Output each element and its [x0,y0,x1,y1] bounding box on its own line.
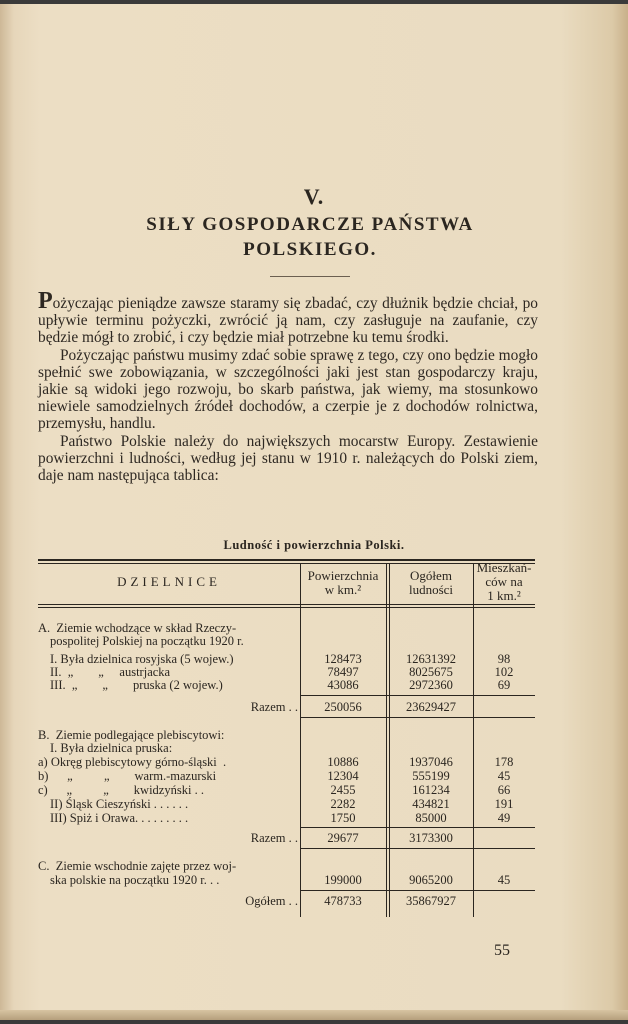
table-row-a3-area: 43086 [327,678,359,692]
page-bottom-edge [0,1010,628,1020]
body-text [38,288,538,485]
table-row-b5-population: 85000 [415,811,447,825]
header-area-line-1: Powierzchnia [307,568,379,583]
section-a-total-label: Razem . . [250,700,298,714]
paragraph-2: Pożyczając państwu musimy zdać sobie sprawę z tego, czy ono będzie mogło spełnić swe zobowiązania, w szczególności jaki jest stan gospodarczy kraju, jakie są widoki jego rozwoju, bo skarb państwa, jak wiemy, ma stosunkowo niewiele samodzielnych źródeł dochodów, a czerpie je z dochodów rolnictwa, przemysłu, handlu. [38,346,538,433]
col-divider-2a [386,563,387,917]
header-density-line-3: 1 km.² [487,588,521,603]
section-a-bottom-rule [300,717,535,718]
header-dzielnice: DZIELNICE [117,574,221,589]
title-divider [270,276,350,277]
table-row-b4-density: 191 [494,797,514,811]
grand-total-rule [300,890,535,891]
section-b-heading-1: B. Ziemie podlegające plebiscytowi: [38,728,225,742]
section-b-heading-2: I. Była dzielnica pruska: [50,741,173,755]
section-b-total-area: 29677 [327,831,359,845]
section-b-total-population: 3173300 [409,831,453,845]
table-row-b2-area: 12304 [327,769,359,783]
table-row-a1-area: 128473 [324,652,362,666]
section-b-bottom-rule [300,848,535,849]
section-c-area: 199000 [324,873,362,887]
table-row-b2-population: 555199 [412,769,450,783]
table-caption: Ludność i powierzchnia Polski. [223,538,405,552]
table-row-a1-label: I. Była dzielnica rosyjska (5 wojew.) [50,652,234,666]
table-row-b5-label: III) Spiż i Orawa. . . . . . . . . [50,811,189,825]
page-number: 55 [494,942,510,959]
table-row-a2-density: 102 [494,665,514,679]
grand-total-population: 35867927 [406,894,456,908]
col-divider-1 [300,563,301,917]
drop-cap: P [38,288,53,314]
table-row-a2-population: 8025675 [409,665,453,679]
table-row-b1-label: a) Okręg plebiscytowy górno-śląski . [38,755,227,769]
table-row-b4-area: 2282 [330,797,356,811]
section-a-total-rule [300,695,535,696]
table-row-b5-area: 1750 [330,811,356,825]
table-top-rule-inner [38,563,535,564]
header-population [389,569,473,597]
section-a-heading-2: pospolitej Polskiej na początku 1920 r. [50,634,244,648]
table-row-a2-label: II. „ „ austrjacka [50,665,171,679]
table-row-a1-population: 12631392 [406,652,456,666]
header-rule-inner [38,607,535,608]
table-row-b3-population: 161234 [412,783,450,797]
paragraph-3: Państwo Polskie należy do największych mocarstw Europy. Zestawienie powierzchni i ludności, według jej stanu w 1910 r. należących do Polski ziem, daje nam następująca tablica: [38,432,538,485]
table-row-a2-area: 78497 [327,665,359,679]
section-c-heading-1: C. Ziemie wschodnie zajęte przez woj- [38,859,237,873]
header-population-line-1: Ogółem [410,568,452,583]
table-row-b5-density: 49 [497,811,511,825]
chapter-title-line-2: POLSKIEGO. [243,239,377,260]
table-row-b3-area: 2455 [330,783,356,797]
col-divider-3 [473,563,474,917]
table-row-b1-area: 10886 [327,755,359,769]
table-row-b1-density: 178 [494,755,514,769]
section-a-heading-1: A. Ziemie wchodzące w skład Rzeczy- [38,621,237,635]
table-row-b3-label: c) „ „ kwidzyński . . [38,783,204,797]
chapter-title-line-1: SIŁY GOSPODARCZE PAŃSTWA [146,214,474,235]
grand-total-area: 478733 [324,894,362,908]
header-rule [38,604,535,605]
section-b-total-label: Razem . . [250,831,298,845]
header-population-line-2: ludności [408,582,454,597]
header-area-line-2: w km.² [324,582,362,597]
header-area [300,569,386,597]
table-row-a3-label: III. „ „ pruska (2 wojew.) [50,678,223,692]
book-page [0,4,628,1020]
table-row-b4-label: II) Śląsk Cieszyński . . . . . . [50,797,189,811]
table-row-a3-population: 2972360 [409,678,453,692]
section-a-total-area: 250056 [324,700,362,714]
chapter-title [60,212,560,262]
table-row-a3-density: 69 [497,678,511,692]
table-row-b2-label: b) „ „ warm.-mazurski [38,769,217,783]
header-density-line-1: Mieszkań- [476,560,532,575]
population-table [38,559,535,919]
table-row-b1-population: 1937046 [409,755,453,769]
table-row-a1-density: 98 [497,652,511,666]
section-c-heading-2: ska polskie na początku 1920 r. . . [50,873,220,887]
section-c-population: 9065200 [409,873,453,887]
grand-total-label: Ogółem . . [245,894,298,908]
header-density [473,561,535,603]
paragraph-1-text: ożyczając pieniądze zawsze staramy się zbadać, czy dłużnik będzie chciał, po upływie terminu pożyczki, zwrócić ją nam, czy zasługuje na zaufanie, czy będzie mógł to zrobić, i czy będzie miał potrzebne ku temu środki. [38,295,538,347]
table-row-b2-density: 45 [497,769,511,783]
table-top-rule [38,559,535,561]
table-row-b3-density: 66 [497,783,511,797]
chapter-number: V. [303,184,325,209]
section-c-density: 45 [497,873,511,887]
header-density-line-2: ców na [485,574,523,589]
col-divider-2b [389,563,390,917]
section-b-total-rule [300,827,535,828]
section-a-total-population: 23629427 [406,700,456,714]
paragraph-1 [38,288,538,347]
table-row-b4-population: 434821 [412,797,450,811]
